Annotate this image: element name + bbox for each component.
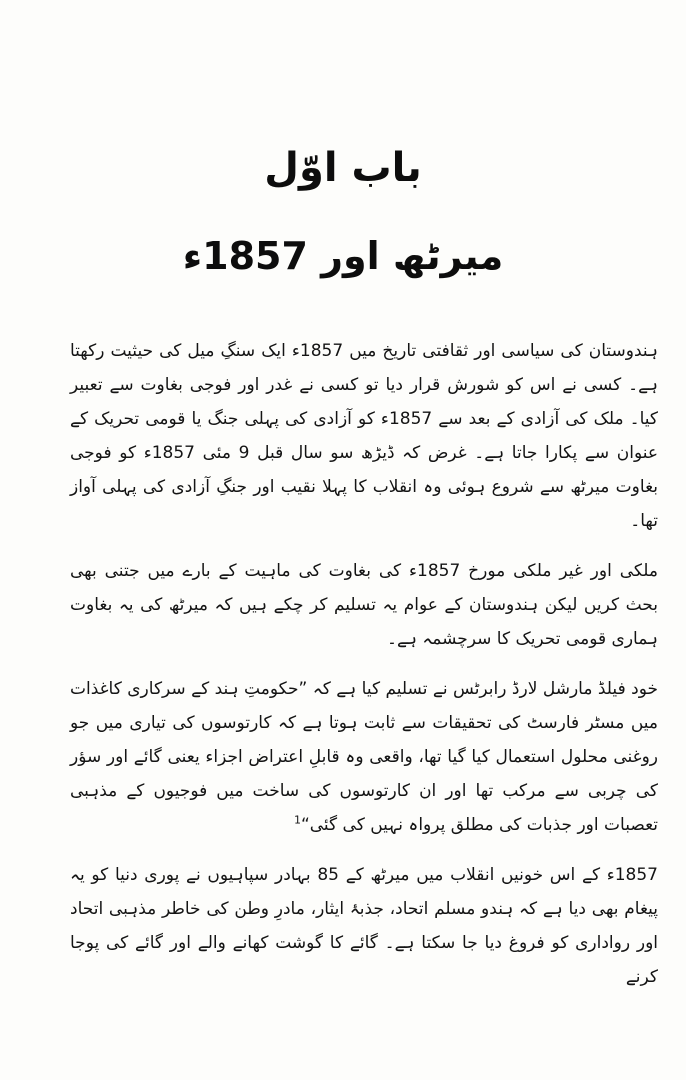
paragraph-2-text: ملکی اور غیر ملکی مورخ 1857ء کی بغاوت کی ماہیت کے بارے میں جتنی بھی بحث کریں لیکن ہندوستان کے عوام یہ تسلیم کر چکے ہیں کہ میرٹھ کی یہ بغاوت ہماری قومی تحریک کا سرچشمہ ہے۔ — [70, 561, 658, 649]
footnote-marker: 1 — [293, 813, 301, 827]
paragraph-4-text: 1857ء کے اس خونیں انقلاب میں میرٹھ کے 85 بہادر سپاہیوں نے پوری دنیا کو یہ پیغام بھی دیا ہے کہ ہندو مسلم اتحاد، جذبۂ ایثار، مادرِ وطن کی خاطر مذہبی اتحاد اور رواداری کو فروغ دیا جا سکتا ہے۔ گائے کا گوشت کھانے والے اور گائے کی پوجا کرنے — [70, 865, 658, 987]
paragraph-1-text: ہندوستان کی سیاسی اور ثقافتی تاریخ میں 1857ء ایک سنگِ میل کی حیثیت رکھتا ہے۔ کسی نے اس کو شورش قرار دیا تو کسی نے غدر اور فوجی بغاوت سے تعبیر کیا۔ ملک کی آزادی کے بعد سے 1857ء کو آزادی کی پہلی جنگ یا قومی تحریک کے عنوان سے پکارا جاتا ہے۔ غرض کہ ڈیڑھ سو سال قبل 9 مئی 1857ء کو فوجی بغاوت میرٹھ سے شروع ہوئی وہ انقلاب کا پہلا نقیب اور جنگِ آزادی کی پہلی آواز تھا۔ — [70, 341, 658, 531]
chapter-title: میرٹھ اور 1857ء — [182, 234, 504, 278]
paragraph-3-text: خود فیلڈ مارشل لارڈ رابرٹس نے تسلیم کیا ہے کہ ”حکومتِ ہند کے سرکاری کاغذات میں مسٹر فارسٹ کی تحقیقات سے ثابت ہوتا ہے کہ کارتوسوں کی تیاری میں جو روغنی محلول استعمال کیا گیا تھا، واقعی وہ قابلِ اعتراض اجزاء یعنی گائے اور سؤر کی چربی سے مرکب تھا اور ان کارتوسوں کی ساخت میں فوجیوں کے مذہبی تعصبات اور جذبات کی مطلق پرواہ نہیں کی گئی“ — [70, 679, 658, 835]
paragraph-2 — [70, 554, 658, 656]
chapter-heading: باب اوّل — [264, 145, 422, 191]
paragraph-4 — [70, 858, 658, 994]
paragraph-3 — [70, 672, 658, 842]
body-text — [70, 334, 658, 998]
paragraph-1 — [70, 334, 658, 538]
